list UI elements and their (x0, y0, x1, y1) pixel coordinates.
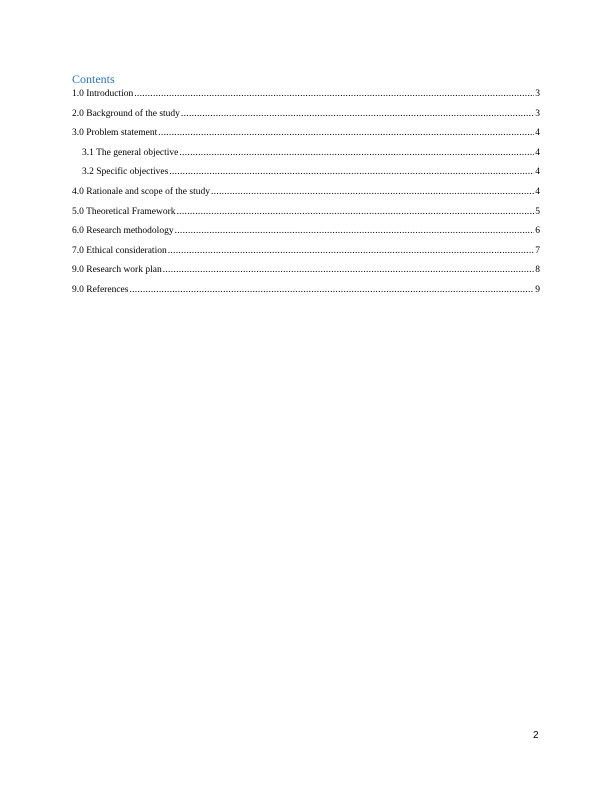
toc-entry-page: 9 (535, 284, 540, 295)
toc-entry-theoretical-framework[interactable] (72, 206, 540, 226)
table-of-contents (72, 72, 540, 304)
toc-entry-research-work-plan[interactable] (72, 264, 540, 284)
toc-entry-label: 2.0 Background of the study (72, 108, 180, 119)
toc-heading: Contents (72, 72, 115, 86)
toc-entry-label: 7.0 Ethical consideration (72, 245, 167, 256)
toc-dot-leader (169, 166, 534, 178)
toc-entry-label: 9.0 Research work plan (72, 265, 162, 276)
toc-entry-page: 4 (535, 128, 540, 139)
toc-dot-leader (168, 245, 535, 257)
toc-entry-label: 3.2 Specific objectives (82, 167, 169, 178)
page-number: 2 (533, 730, 539, 741)
toc-dot-leader (163, 264, 535, 276)
toc-dot-leader (129, 284, 534, 296)
toc-list (72, 88, 540, 304)
toc-entry-page: 8 (535, 265, 540, 276)
toc-entry-problem-statement[interactable] (72, 127, 540, 147)
toc-entry-label: 3.1 The general objective (82, 147, 179, 158)
toc-entry-introduction[interactable] (72, 88, 540, 108)
toc-entry-specific-objectives[interactable] (72, 166, 540, 186)
toc-entry-page: 6 (535, 226, 540, 237)
toc-dot-leader (179, 147, 534, 159)
toc-entry-page: 4 (535, 147, 540, 158)
toc-dot-leader (211, 186, 534, 198)
toc-entry-label: 4.0 Rationale and scope of the study (72, 186, 210, 197)
toc-entry-page: 4 (535, 186, 540, 197)
toc-entry-label: 9.0 References (72, 284, 129, 295)
toc-entry-background[interactable] (72, 108, 540, 128)
toc-entry-label: 1.0 Introduction (72, 89, 134, 99)
toc-entry-label: 5.0 Theoretical Framework (72, 206, 176, 217)
toc-entry-rationale-scope[interactable] (72, 186, 540, 206)
toc-entry-references[interactable] (72, 284, 540, 304)
toc-entry-research-methodology[interactable] (72, 225, 540, 245)
toc-entry-general-objective[interactable] (72, 147, 540, 167)
toc-entry-ethical-consideration[interactable] (72, 245, 540, 265)
toc-entry-page: 7 (535, 245, 540, 256)
toc-entry-label: 3.0 Problem statement (72, 128, 158, 139)
toc-entry-page: 5 (535, 206, 540, 217)
toc-dot-leader (181, 108, 534, 120)
toc-entry-page: 4 (535, 167, 540, 178)
toc-dot-leader (158, 127, 534, 139)
toc-dot-leader (177, 206, 535, 218)
toc-entry-page: 3 (535, 89, 540, 99)
toc-entry-page: 3 (535, 108, 540, 119)
toc-entry-label: 6.0 Research methodology (72, 226, 174, 237)
toc-dot-leader (134, 88, 534, 100)
toc-dot-leader (175, 225, 535, 237)
